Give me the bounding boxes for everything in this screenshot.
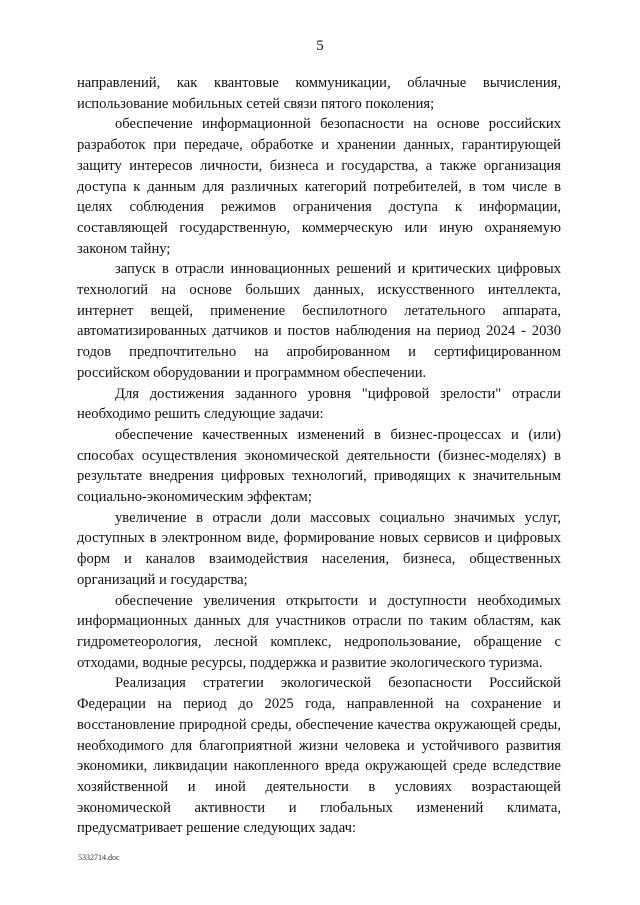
paragraph: Для достижения заданного уровня "цифровой зрелости" отрасли необходимо решить следующие задачи: (77, 385, 561, 423)
document-body (77, 73, 561, 839)
paragraph: запуск в отрасли инновационных решений и критических цифровых технологий на основе больших данных, искусственного интеллекта, интернет вещей, применение беспилотного летательного аппарата, автоматизированных датчиков и постов наблюдения на период 2024 - 2030 годов предпочтительно на апробированном и сертифицированном российском оборудовании и программном обеспечении. (77, 261, 561, 381)
paragraph: направлений, как квантовые коммуникации, облачные вычисления, использование мобильных сетей связи пятого поколения; (77, 75, 561, 112)
document-code: 5332714.doc (78, 853, 120, 862)
page-number: 5 (316, 38, 324, 54)
paragraph: обеспечение увеличения открытости и доступности необходимых информационных данных для участников отрасли по таким областям, как гидрометеорология, лесной комплекс, недропользование, обращение с отходами, водные ресурсы, поддержка и развитие экологического туризма. (77, 592, 561, 671)
paragraph: увеличение в отрасли доли массовых социально значимых услуг, доступных в электронном виде, формирование новых сервисов и цифровых форм и каналов взаимодействия населения, бизнеса, общественных организаций и государства; (77, 509, 561, 588)
paragraph: обеспечение информационной безопасности на основе российских разработок при передаче, обработке и хранении данных, гарантирующей защиту интересов личности, бизнеса и государства, а также организация доступа к данным для различных категорий потребителей, в том числе в целях соблюдения режимов ограничения доступа к информации, составляющей государственную, коммерческую или иную охраняемую законом тайну; (77, 116, 561, 257)
paragraph: обеспечение качественных изменений в бизнес-процессах и (или) способах осуществления экономической деятельности (бизнес-моделях) в результате внедрения цифровых технологий, приводящих к значительным социально-экономическим эффектам; (77, 426, 561, 506)
paragraph: Реализация стратегии экологической безопасности Российской Федерации на период до 2025 года, направленной на сохранение и восстановление природной среды, обеспечение качества окружающей среды, необходимого для благоприятной жизни человека и устойчивого развития экономики, ликвидации накопленного вреда окружающей среде вследствие хозяйственной и иной деятельности в условиях возрастающей экономической активности и глобальных изменений климата, предусматривает решение следующих задач: (77, 675, 561, 837)
